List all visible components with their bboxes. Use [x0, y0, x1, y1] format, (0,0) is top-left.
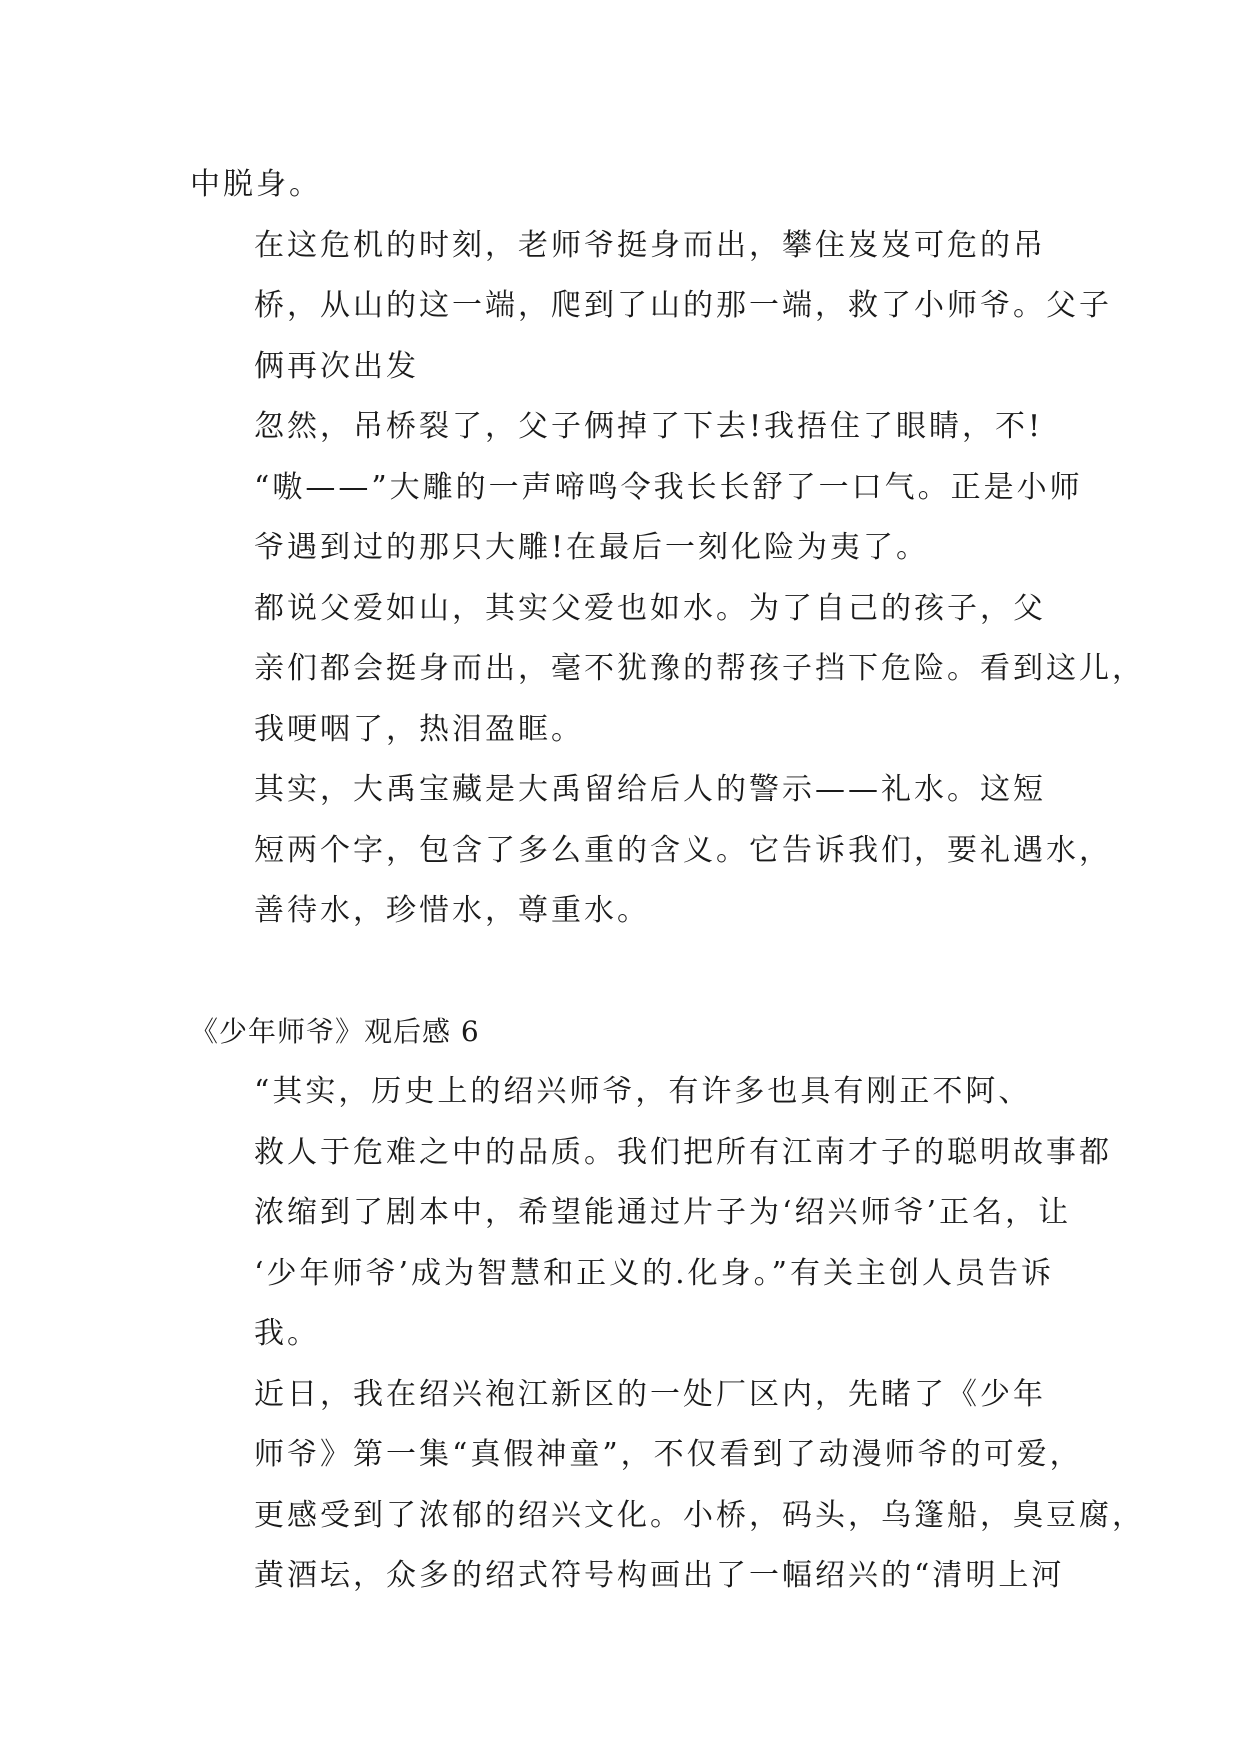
- paragraph-fatherly-love: [190, 579, 1145, 761]
- paragraph-treasure-water: [190, 760, 1112, 942]
- text-line: 在这危机的时刻，老师爷挺身而出，攀住岌岌可危的吊: [254, 227, 1046, 263]
- text-line: 亲们都会挺身而出，毫不犹豫的帮孩子挡下危险。看到这儿，: [254, 651, 1145, 686]
- text-line: “其实，历史上的绍兴师爷，有许多也具有刚正不阿、: [254, 1074, 1032, 1109]
- text-line: 我哽咽了，热泪盈眶。: [254, 711, 584, 747]
- paragraph-rescue-bridge: [190, 216, 1112, 398]
- text-line: 我。: [254, 1316, 320, 1351]
- paragraph-bridge-breaks: [190, 397, 1083, 579]
- paragraph-creator-quote: [190, 1062, 1112, 1365]
- text-line: 善待水，珍惜水，尊重水。: [254, 893, 650, 928]
- document-body: [190, 155, 1145, 1607]
- text-line: ‘少年师爷’成为智慧和正义的.化身。”有关主创人员告诉: [254, 1255, 1054, 1291]
- text-line: 俩再次出发: [254, 348, 419, 384]
- text-line: 爷遇到过的那只大雕!在最后一刻化险为夷了。: [254, 530, 930, 565]
- text-line: 忽然，吊桥裂了，父子俩掉了下去!我捂住了眼睛，不!: [254, 409, 1044, 444]
- section-heading: [190, 1002, 1050, 1063]
- text-line: 黄酒坛，众多的绍式符号构画出了一幅绍兴的“清明上河: [254, 1558, 1065, 1593]
- text-line: 近日，我在绍兴袍江新区的一处厂区内，先睹了《少年: [254, 1376, 1046, 1412]
- text-line: 短两个字，包含了多么重的含义。它告诉我们，要礼遇水，: [254, 832, 1112, 868]
- text-line: 浓缩到了剧本中，希望能通过片子为‘绍兴师爷’正名，让: [254, 1195, 1072, 1230]
- text-line: 其实，大禹宝藏是大禹留给后人的警示——礼水。这短: [254, 772, 1046, 807]
- text-line: 更感受到了浓郁的绍兴文化。小桥，码头，乌篷船，臭豆腐，: [254, 1497, 1145, 1533]
- paragraph-shaoxing-culture: [190, 1365, 1145, 1607]
- text-line: 中脱身。: [190, 167, 322, 202]
- section-heading-text: 《少年师爷》观后感 6: [190, 1014, 480, 1048]
- text-line: 师爷》第一集“真假神童”，不仅看到了动漫师爷的可爱，: [254, 1437, 1083, 1472]
- paragraph-continuation: [190, 155, 1050, 216]
- text-line: 桥，从山的这一端，爬到了山的那一端，救了小师爷。父子: [254, 288, 1112, 323]
- text-line: “嗷——”大雕的一声啼鸣令我长长舒了一口气。正是小师: [254, 469, 1083, 505]
- text-line: 都说父爱如山，其实父爱也如水。为了自己的孩子，父: [254, 590, 1046, 626]
- text-line: 救人于危难之中的品质。我们把所有江南才子的聪明故事都: [254, 1134, 1112, 1170]
